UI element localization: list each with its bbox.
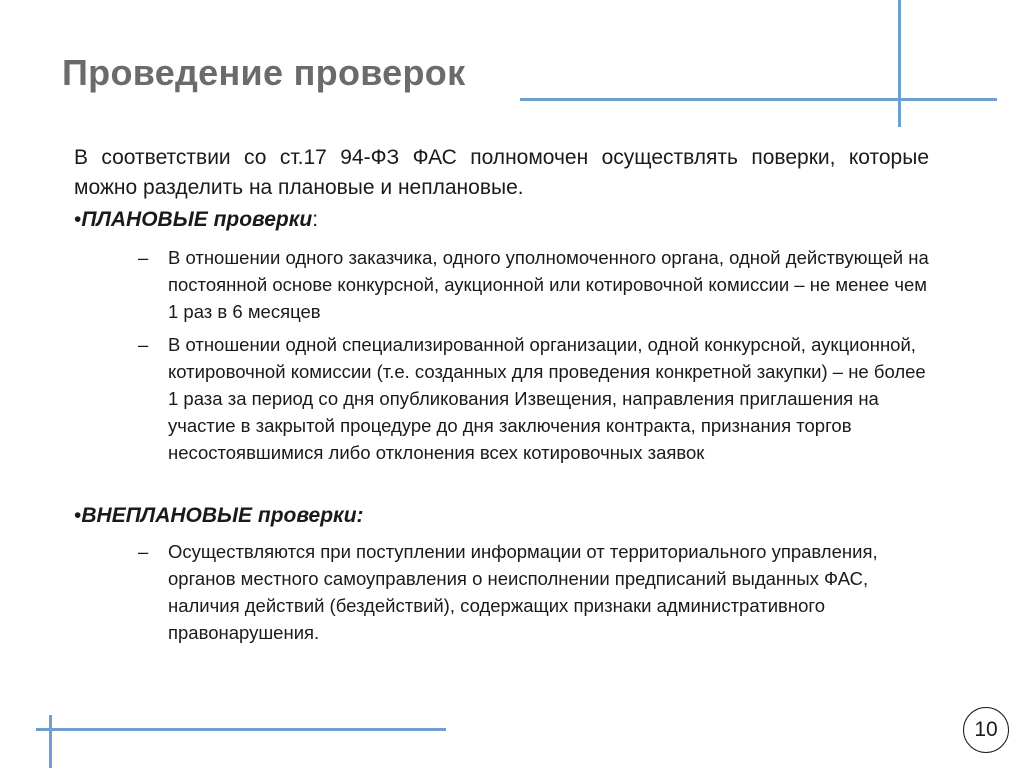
unplanned-item	[138, 538, 938, 646]
page-number: 10	[963, 707, 1009, 753]
unplanned-item-text: Осуществляются при поступлении информации от территориального управления, органов местного самоуправления о неисполнении предписаний выданных ФАС, наличия действий (бездействий), содержащих признаки административного правонарушения.	[168, 541, 878, 643]
planned-label: ПЛАНОВЫЕ проверки	[81, 208, 313, 231]
top-horizontal-line	[520, 98, 997, 101]
planned-item	[138, 244, 938, 325]
intro-paragraph: В соответствии со ст.17 94-ФЗ ФАС полномочен осуществлять поверки, которые можно разделить на плановые и неплановые.	[74, 146, 929, 199]
planned-suffix: :	[312, 208, 319, 231]
top-vertical-line	[898, 0, 901, 127]
dash-marker: –	[138, 247, 149, 268]
bottom-horizontal-line	[36, 728, 446, 731]
bottom-vertical-line	[49, 715, 52, 768]
planned-item	[138, 331, 938, 466]
planned-item-text: В отношении одного заказчика, одного уполномоченного органа, одной действующей на постоянной основе конкурсной, аукционной или котировочной комиссии – не менее чем 1 раз в 6 месяцев	[168, 247, 929, 322]
dash-marker: –	[138, 334, 149, 355]
bullet-marker: •	[74, 504, 82, 527]
unplanned-bullet	[74, 501, 364, 531]
planned-bullet	[74, 205, 318, 235]
dash-marker: –	[138, 541, 149, 562]
unplanned-label: ВНЕПЛАНОВЫЕ проверки:	[81, 504, 364, 527]
slide-title: Проведение проверок	[62, 52, 466, 93]
planned-item-text: В отношении одной специализированной организации, одной конкурсной, аукционной, котировочной комиссии (т.е. созданных для проведения конкретной закупки) – не более 1 раза за период со дня опубликования Извещения, направления приглашения на участие в закрытой процедуре до дня заключения контракта, признания торгов несостоявшимися либо отклонения всех котировочных заявок	[168, 334, 926, 463]
bullet-marker: •	[74, 208, 82, 231]
